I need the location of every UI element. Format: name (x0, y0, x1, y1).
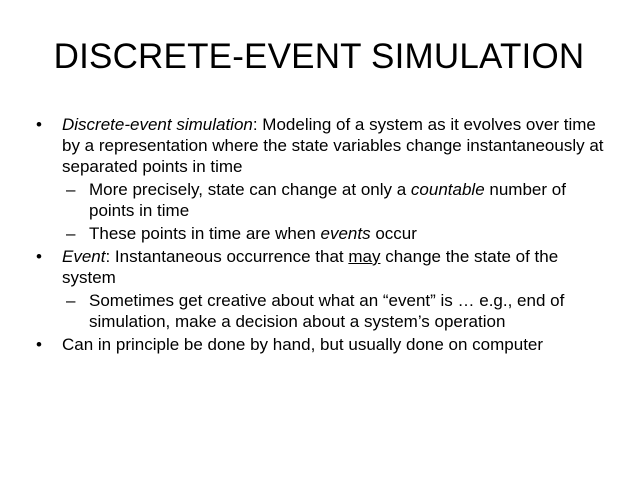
sub-text-before: These points in time are when (89, 224, 321, 243)
definition-text-after: change the state of the system (62, 247, 559, 287)
definition-text: : Modeling of a system as it evolves over time by a representation where the state variables change instantaneously at separated points in time (62, 115, 604, 176)
emphasis-countable: countable (410, 180, 485, 199)
bullet-text: Can in principle be done by hand, but usually done on computer (62, 335, 544, 354)
slide-title: DISCRETE-EVENT SIMULATION (53, 37, 585, 76)
slide-body (0, 114, 638, 357)
sub-text-after: occur (370, 224, 417, 243)
bullet-item-2 (0, 246, 638, 288)
definition-text-before: : Instantaneous occurrence that (105, 247, 349, 266)
term-event: Event (62, 247, 106, 266)
term-discrete-event-simulation: Discrete-event simulation (62, 115, 253, 134)
dash-icon: – (66, 291, 76, 310)
sub-text-before: More precisely, state can change at only a (89, 180, 411, 199)
sub-text: Sometimes get creative about what an “event” is … e.g., end of simulation, make a decision about a system’s operation (89, 291, 565, 331)
bullet-item-1 (0, 114, 638, 177)
dash-icon: – (66, 180, 76, 199)
bullet-icon: • (36, 115, 42, 134)
bullet-icon: • (36, 247, 42, 266)
sub-bullet-item-1-2 (0, 223, 638, 244)
dash-icon: – (66, 224, 76, 243)
sub-bullet-item-1-1 (0, 179, 638, 221)
bullet-icon: • (36, 335, 42, 354)
sub-bullet-item-2-1 (0, 290, 638, 332)
sub-text-after: number of points in time (89, 180, 566, 220)
emphasis-events: events (320, 224, 371, 243)
bullet-item-3 (0, 334, 638, 355)
underlined-may: may (348, 247, 381, 266)
